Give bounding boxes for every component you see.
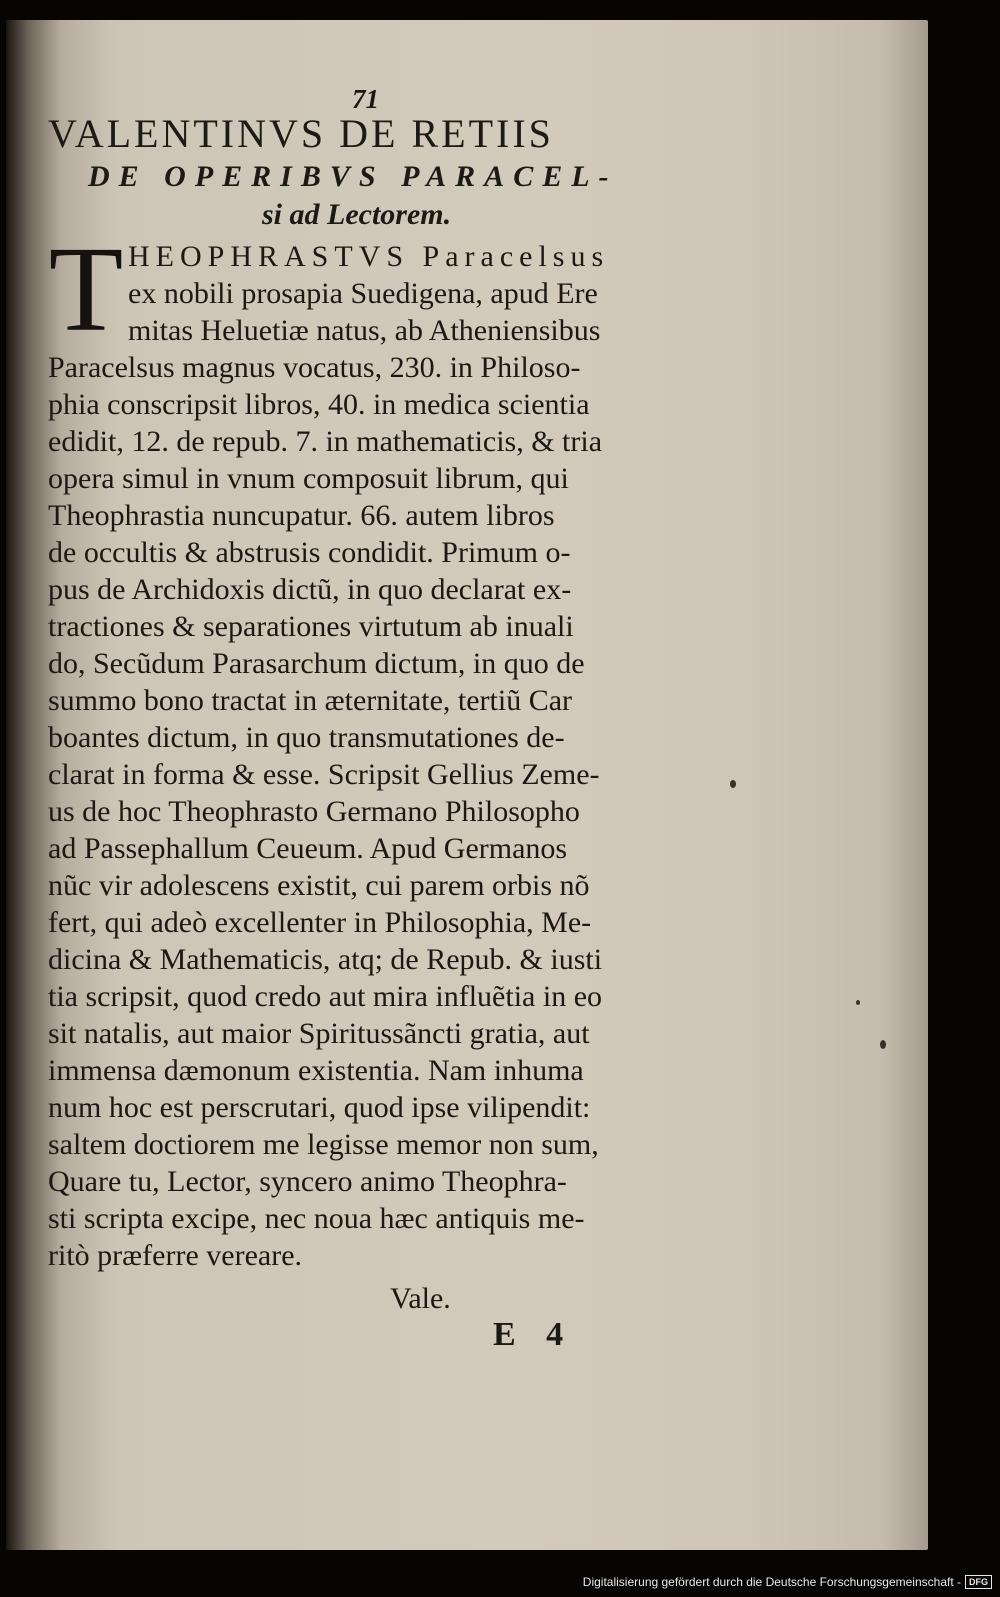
text-line: phia conscripsit libros, 40. in medica scientia <box>48 388 590 421</box>
text-line: ritò præferre vereare. <box>48 1239 303 1272</box>
text-line: summo bono tractat in æternitate, tertiũ Car <box>48 684 573 717</box>
signature-mark: E 4 <box>493 1316 564 1353</box>
digitization-footer <box>583 1571 992 1593</box>
text-line: dicina & Mathematicis, atq; de Repub. & iusti <box>48 943 603 976</box>
text-line: saltem doctiorem me legisse memor non sum, <box>48 1128 599 1161</box>
text-line: Theophrastia nuncupatur. 66. autem libros <box>48 499 555 532</box>
text-line: tia scripsit, quod credo aut mira influẽtia in eo <box>48 980 603 1013</box>
text-line: edidit, 12. de repub. 7. in mathematicis, & tria <box>48 425 603 458</box>
text-line: num hoc est perscrutari, quod ipse vilipendit: <box>48 1091 591 1124</box>
text-line: mitas Heluetiæ natus, ab Atheniensibus <box>128 314 601 347</box>
text-line: Quare tu, Lector, syncero animo Theophra- <box>48 1165 567 1198</box>
text-line: ad Passephallum Ceueum. Apud Germanos <box>48 832 568 865</box>
text-line: nũc vir adolescens existit, cui parem orbis nõ <box>48 869 590 902</box>
title-line-1: VALENTINVS DE RETIIS <box>48 111 554 156</box>
text-line: opera simul in vnum composuit librum, qui <box>48 462 569 495</box>
text-line: fert, qui adeò excellenter in Philosophia, Me- <box>48 906 592 939</box>
title-line-3: si ad Lectorem. <box>262 198 452 231</box>
text-line: ex nobili prosapia Suedigena, apud Ere <box>128 277 598 310</box>
dfg-logo-icon: DFG <box>965 1575 992 1589</box>
body-text <box>48 222 698 1274</box>
text-line: tractiones & separationes virtutum ab inuali <box>48 610 574 643</box>
text-line: sit natalis, aut maior Spiritussãncti gratia, aut <box>48 1017 590 1050</box>
text-line: do, Secũdum Parasarchum dictum, in quo de <box>48 647 585 680</box>
text-line: boantes dictum, in quo transmutationes de- <box>48 721 565 754</box>
text-line: Paracelsus magnus vocatus, 230. in Philoso- <box>48 351 581 384</box>
title-line-2: DE OPERIBVS PARACEL- <box>88 160 618 193</box>
page-number: 71 <box>352 84 379 114</box>
ink-speck <box>880 1040 886 1049</box>
text-line: us de hoc Theophrasto Germano Philosopho <box>48 795 580 828</box>
text-line: pus de Archidoxis dictũ, in quo declarat ex- <box>48 573 572 606</box>
text-line: immensa dæmonum existentia. Nam inhuma <box>48 1054 584 1087</box>
text-line: de occultis & abstrusis condidit. Primum o- <box>48 536 571 569</box>
text-line: HEOPHRASTVS Paracelsus <box>128 240 610 273</box>
ink-speck <box>856 1000 860 1005</box>
closing-vale: Vale. <box>390 1282 451 1315</box>
text-line: clarat in forma & esse. Scripsit Gellius Zeme- <box>48 758 600 791</box>
text-line: sti scripta excipe, nec noua hæc antiquis me- <box>48 1202 585 1235</box>
drop-cap: T <box>48 222 124 357</box>
ink-speck <box>730 780 736 788</box>
footer-credit: Digitalisierung gefördert durch die Deutsche Forschungsgemeinschaft - <box>582 1575 961 1589</box>
